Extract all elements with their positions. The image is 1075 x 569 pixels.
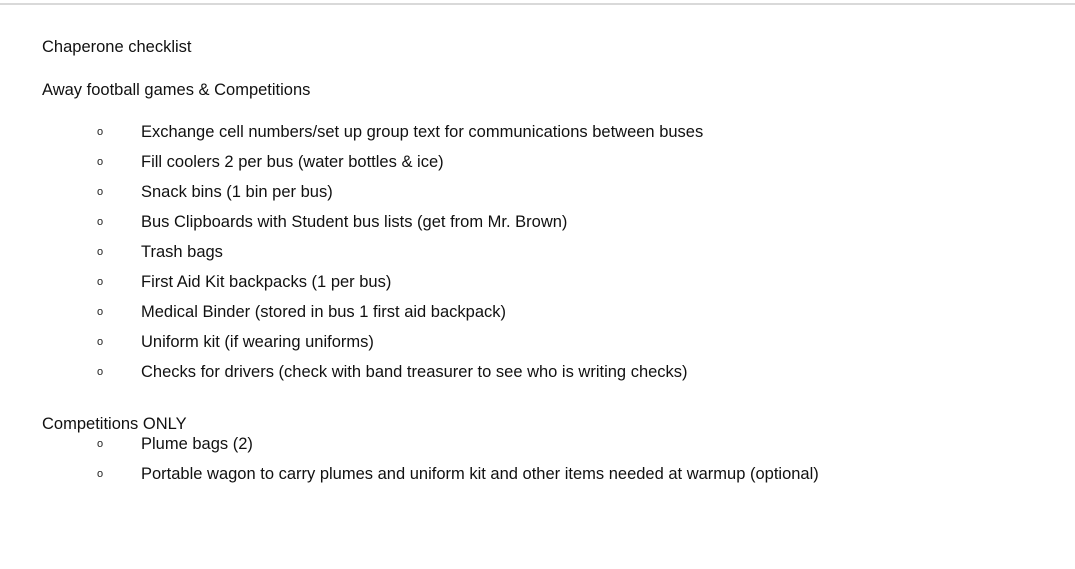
hollow-circle-bullet-icon: o bbox=[96, 306, 104, 318]
hollow-circle-bullet-icon: o bbox=[96, 186, 104, 198]
list-item-text: Portable wagon to carry plumes and uniform kit and other items needed at warmup (optional) bbox=[141, 465, 819, 483]
hollow-circle-bullet-icon: o bbox=[96, 366, 104, 378]
list-item-text: Trash bags bbox=[141, 243, 223, 261]
hollow-circle-bullet-icon: o bbox=[96, 438, 104, 450]
hollow-circle-bullet-icon: o bbox=[96, 336, 104, 348]
list-item-text: Bus Clipboards with Student bus lists (get from Mr. Brown) bbox=[141, 213, 568, 231]
hollow-circle-bullet-icon: o bbox=[96, 156, 104, 168]
list-item-text: Medical Binder (stored in bus 1 first aid backpack) bbox=[141, 303, 506, 321]
section-heading-away: Away football games & Competitions bbox=[42, 81, 311, 99]
hollow-circle-bullet-icon: o bbox=[96, 216, 104, 228]
hollow-circle-bullet-icon: o bbox=[96, 276, 104, 288]
list-item-text: Fill coolers 2 per bus (water bottles & ice) bbox=[141, 153, 444, 171]
list-item-text: Snack bins (1 bin per bus) bbox=[141, 183, 333, 201]
hollow-circle-bullet-icon: o bbox=[96, 468, 104, 480]
list-item-text: Exchange cell numbers/set up group text for communications between buses bbox=[141, 123, 704, 141]
section-heading-competitions: Competitions ONLY bbox=[42, 415, 187, 433]
hollow-circle-bullet-icon: o bbox=[96, 246, 104, 258]
hollow-circle-bullet-icon: o bbox=[96, 126, 104, 138]
document-title: Chaperone checklist bbox=[42, 38, 192, 56]
list-item-text: Checks for drivers (check with band treasurer to see who is writing checks) bbox=[141, 363, 688, 381]
list-item-text: First Aid Kit backpacks (1 per bus) bbox=[141, 273, 392, 291]
list-item-text: Plume bags (2) bbox=[141, 435, 253, 453]
list-item-text: Uniform kit (if wearing uniforms) bbox=[141, 333, 374, 351]
